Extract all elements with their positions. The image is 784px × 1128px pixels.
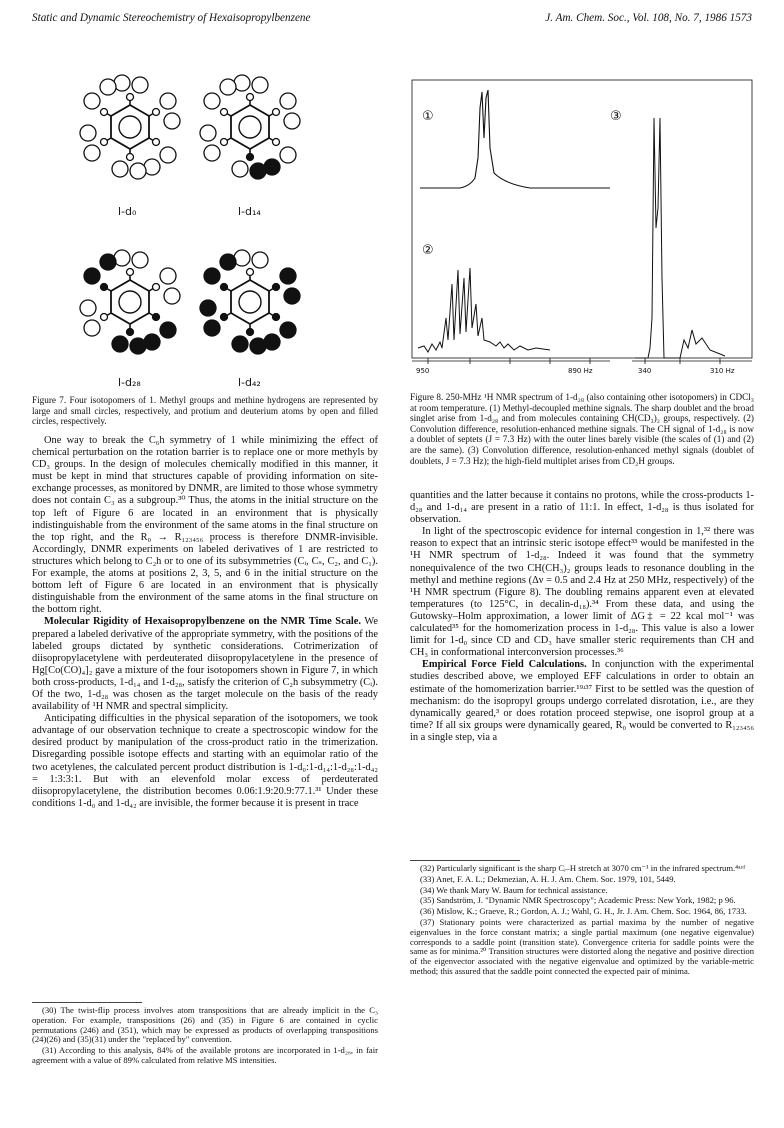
right-paragraph-3: Empirical Force Field Calculations. In conjunction with the experimental studies described above, we employed EFF calculations in order to obtain an estimate of the homomerization barrier.¹⁹ʴ³⁷ First to be settled was the question of mechanism: do the isopropyl groups undergo correlated disrotation, i.e., are they dynamically geared,³ or does rotation proceed stepwise, one isoprol group at a time? If all six groups were dynamically geared, R₀ would be converted to R₁₂₃₄₅₆ in a single step, via a xyxy=(410,659,754,743)
axis-tick-890: 890 Hz xyxy=(568,367,593,375)
footnote-31: (31) According to this analysis, 84% of the available protons are incorporated in 1-d₂₈, in fair agreement with a value of 89% calculated from relative MS intensities. xyxy=(32,1045,378,1065)
fig7-label-d42: l-d₄₂ xyxy=(238,376,261,389)
running-header xyxy=(32,12,752,28)
axis-tick-340: 340 xyxy=(638,367,652,375)
right-footnote-rule xyxy=(410,860,520,861)
fig7-label-d14: l-d₁₄ xyxy=(238,205,261,218)
left-footnotes xyxy=(32,1006,378,1067)
figure-8-caption: Figure 8. 250-MHz ¹H NMR spectrum of 1-d₂₈ (also containing other isotopomers) in CDCl₃ at room temperature. (1) Methyl-decoupled methine signals. The sharp doublet and the broad singlet arise from 1-d₂₈ and from molecules containing CH(CD₃)₂ groups, respectively. (2) Convolution difference, resolution-enhanced methine signals. The CH signal of 1-d₂₈ is now a doublet of septets (J = 7.3 Hz) with the outer lines barely visible (the scales of (1) and (2) are the same). (3) Convolution difference, resolution-enhanced methyl signals (doublet of doublets, J = 7.3 Hz); the high-field multiplet arises from CD₂H groups. xyxy=(410,392,754,466)
footnote-33: (33) Anet, F. A. L.; Dekmezian, A. H. J. Am. Chem. Soc. 1979, 101, 5449. xyxy=(420,873,676,884)
left-footnote-rule xyxy=(32,1002,142,1003)
fig7-label-d0: l-d₀ xyxy=(118,205,137,218)
left-paragraph-1: One way to break the C₆h symmetry of 1 while minimizing the effect of chemical perturbation on the rotation barrier is to replace one or more methyls by CD₃ groups. In the design of molecules chemically modified in this manner, it must be kept in mind that structures capable of providing information on site-exchange processes, as monitored by DNMR, are limited to those whose symmetry does not contain C₃ as a subgroup.³⁰ Thus, the atoms in the initial structure on the top left of Figure 6 are located in an environment that is physically indistinguishable from the environment of the same atoms in the final structure on the top right, and the R₀ → R₁₂₃₄₅₆ process is therefore DNMR-invisible. Accordingly, DNMR experiments on labeled derivatives of 1 are restricted to structures which belong to C₂h or to one of its subsymmetries (Cᵢ, Cₛ, C₂, and C₁). For example, the atoms at positions 2, 3, 5, and 6 in the initial structure on the bottom left of Figure 6 are located in an environment that is physically distinguishable from the environment of the same atoms in the final structure on the bottom right. xyxy=(32,435,378,616)
footnote-30: (30) The twist-flip process involves atom transpositions that are already implicit in the C₃ operation. For example, transpositions (26) and (35) in Figure 6 are contained in cyclic permutations (246) and (351), which may be expressed as products of overlapping transpositions (24)(26) and (35)(31) under the "replaced by" convention. xyxy=(32,1005,378,1045)
figure-7-caption: Figure 7. Four isotopomers of 1. Methyl groups and methine hydrogens are represented by large and small circles, respectively, and protium and deuterium atoms by open and filled circles, respectively. xyxy=(32,395,378,427)
section-heading-eff: Empirical Force Field Calculations. xyxy=(422,659,587,671)
figure-7-molecules xyxy=(60,32,370,387)
axis-tick-310: 310 Hz xyxy=(710,367,735,375)
footnote-37: (37) Stationary points were characterized as partial maxima by the number of negative eigenvalues in the force constant matrix; a single partial maximum (one negative eigenvalue) corresponds to a saddle point (transition state). Convergence criteria for saddle points were the same as for minima.²⁰ Transition structures were distorted along the negative and positive direction of the eigenvector associated with the negative eigenvalue and optimized by the variable-metric method; this assured that the saddle point connected the expected pair of minima. xyxy=(410,916,754,976)
section-heading-rigidity: Molecular Rigidity of Hexaisopropylbenzene on the NMR Time Scale. xyxy=(44,616,361,628)
right-column-body xyxy=(410,490,754,744)
panel-3-label: ③ xyxy=(610,109,622,124)
left-column-body xyxy=(32,435,378,810)
footnote-36: (36) Mislow, K.; Graeve, R.; Gordon, A. J.; Wahl, G. H., Jr. J. Am. Chem. Soc. 1964, 86, 1733. xyxy=(420,906,747,917)
footnote-34: (34) We thank Mary W. Baum for technical assistance. xyxy=(420,884,608,895)
header-journal: J. Am. Chem. Soc., Vol. 108, No. 7, 1986 1573 xyxy=(545,12,752,24)
fig7-label-d28: l-d₂₈ xyxy=(118,376,141,389)
panel-2-label: ② xyxy=(422,243,434,258)
footnote-35: (35) Sandström, J. "Dynamic NMR Spectroscopy"; Academic Press: New York, 1982; p 96. xyxy=(420,895,736,906)
figure-8-nmr-spectra xyxy=(410,78,756,388)
left-paragraph-3: Anticipating difficulties in the physical separation of the isotopomers, we took advantage of our observation technique to create a spectroscopic window for the desired product by manipulation of the cross-product ratio in the trimerization. Disregarding possible isotope effects and starting with an equimolar ratio of the two acetylenes, the calculated percent product distribution is 1-d₀:1-d₁₄:1-d₂₈:1-d₄₂ = 1:3:3:1. But with an elevenfold molar excess of perdeuterated diisopropylacetylene, the distribution becomes 0.06:1.9:20.9:77.1.³¹ Under these conditions 1-d₀ and 1-d₄₂ are invisible, the former because it is present in trace xyxy=(32,713,378,809)
right-paragraph-2: In light of the spectroscopic evidence for internal congestion in 1,³² there was reason to expect that an intrinsic steric isotope effect³³ would be manifested in the ¹H NMR spectrum of 1-d₂₈. Indeed it was found that the symmetry nonequivalence of the two CH(CH₃)₂ groups leads to resonance doubling in the methyl and methine regions (Δν = 0.5 and 2.4 Hz at 250 MHz, respectively) of the ¹H NMR spectrum (Figure 8). The doubling remains apparent even at elevated temperatures (to 125°C, in decalin-d₁₈).³⁴ From these data, and using the Gutowsky–Holm approximation, a lower limit of ΔG‡ = 22 kcal mol⁻¹ was calculated³⁵ for the homomerization process in 1-d₂₈. This value is also a lower limit for 1-d₀ since CD and CD₃ have smaller steric requirements than CH and CH₃ in conformational interconversion processes.³⁶ xyxy=(410,526,754,659)
right-paragraph-1: quantities and the latter because it contains no protons, while the cross-products 1-d₂₈ and 1-d₁₄ are present in a ratio of 11:1. In effect, 1-d₂₈ is thus isolated for observation. xyxy=(410,490,754,526)
footnote-32: (32) Particularly significant is the sharp Cᵢ–H stretch at 3070 cm⁻¹ in the infrared spectrum.⁴ᵃʴᵈ xyxy=(420,863,746,873)
panel-1-label: ① xyxy=(422,109,434,124)
axis-tick-950: 950 xyxy=(416,367,430,375)
left-paragraph-2: Molecular Rigidity of Hexaisopropylbenzene on the NMR Time Scale. We prepared a labeled derivative of the appropriate symmetry, with the positions of the labeled groups dictated by synthetic considerations. Cotrimerization of diisopropylacetylene with perdeuterated diisopropylacetylene in the presence of Hg[Co(CO)₄]₂ gave a mixture of the four isotopomers shown in Figure 7, in which both cross-products, 1-d₁₄ and 1-d₂₈, satisfy the criterion of C₂h subsymmetry (Cᵢ). Of the two, 1-d₂₈ was chosen as the target molecule on the basis of the ready availability of ¹H NMR and spectral simplicity. xyxy=(32,616,378,713)
header-title: Static and Dynamic Stereochemistry of Hexaisopropylbenzene xyxy=(32,12,311,24)
right-footnotes xyxy=(410,864,754,978)
